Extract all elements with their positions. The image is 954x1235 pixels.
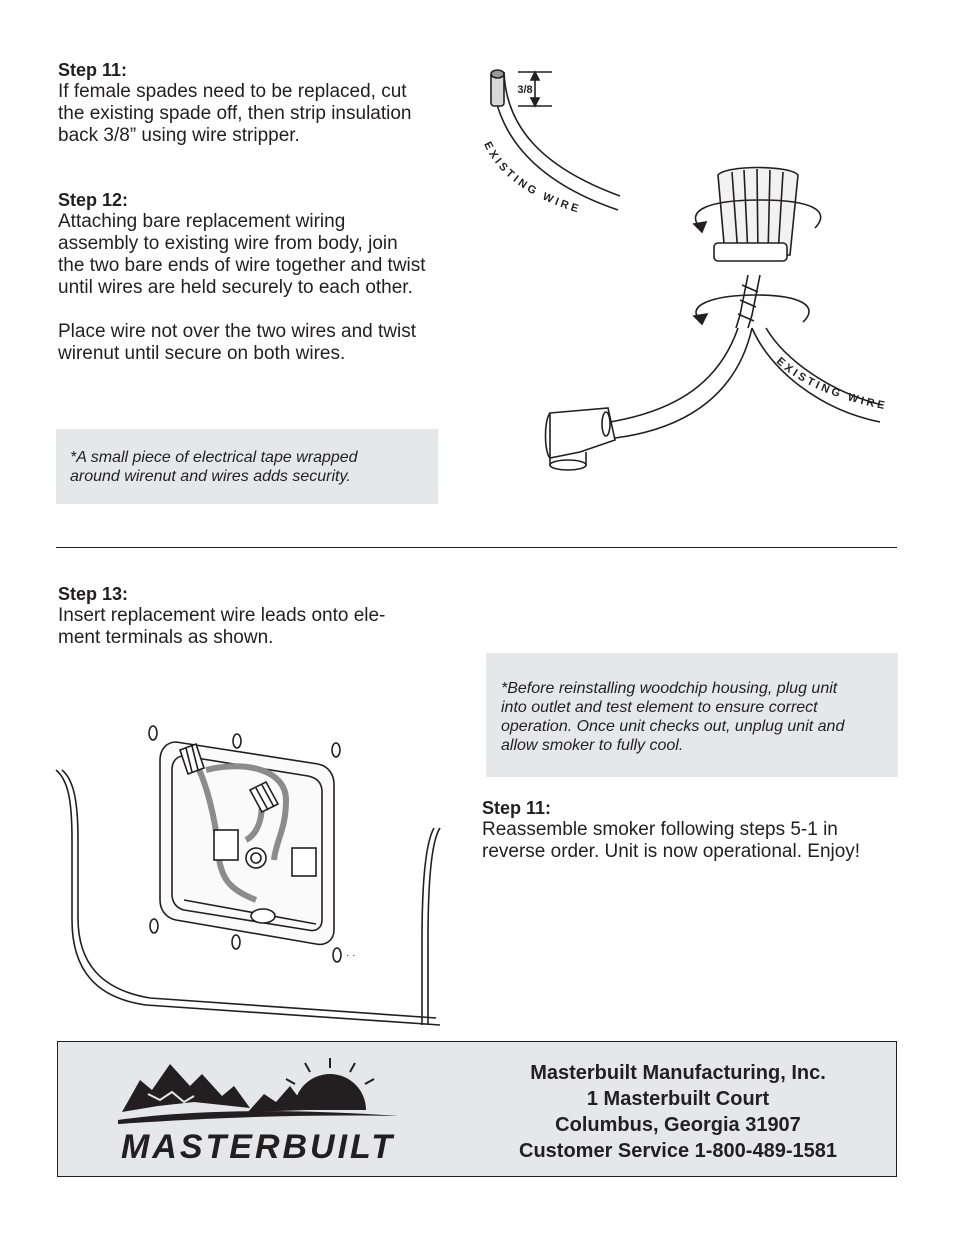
note-line: *A small piece of electrical tape wrapped (70, 449, 358, 466)
logo-wordmark: MASTERBUILT (120, 1128, 396, 1166)
company-name: Masterbuilt Manufacturing, Inc. (530, 1062, 826, 1084)
company-address (478, 1060, 878, 1164)
element-terminal-illustration (56, 720, 440, 1030)
note-line: operation. Once unit checks out, unplug unit and (501, 718, 845, 735)
company-street: 1 Masterbuilt Court (586, 1088, 770, 1110)
existing-wire-label-2: EXISTING WIRE (773, 355, 889, 413)
step-11-heading: Step 11: (58, 60, 128, 80)
masterbuilt-logo (98, 1050, 418, 1168)
step-12-line: the two bare ends of wire together and twist (58, 255, 426, 276)
step-12-line: assembly to existing wire from body, join (58, 233, 398, 254)
step-12-line: until wires are held securely to each other. (58, 277, 413, 298)
test-element-note (486, 653, 898, 777)
step-12-line: Place wire not over the two wires and twist (58, 321, 416, 342)
step-11-line: the existing spade off, then strip insulation (58, 103, 412, 124)
step-12-line: wirenut until secure on both wires. (58, 343, 346, 364)
note-line: around wirenut and wires adds security. (70, 468, 351, 485)
electrical-tape-note (56, 429, 438, 504)
existing-wire-label-1: EXISTING WIRE (481, 139, 583, 216)
note-line: allow smoker to fully cool. (501, 737, 684, 754)
step-11-reassemble-instructions (482, 797, 860, 863)
step-13-line: Insert replacement wire leads onto ele- (58, 605, 386, 626)
step-11-reassemble-line: reverse order. Unit is now operational. Enjoy! (482, 841, 861, 862)
dimension-label: 3/8 (517, 84, 533, 96)
section-divider (56, 547, 897, 548)
step-12-line: Attaching bare replacement wiring (58, 211, 346, 232)
company-footer (57, 1041, 897, 1177)
note-line: *Before reinstalling woodchip housing, plug unit (501, 680, 838, 697)
company-city: Columbus, Georgia 31907 (555, 1114, 801, 1136)
svg-text:· ·: · · (346, 950, 356, 961)
note-line: into outlet and test element to ensure correct (501, 699, 818, 716)
wire-splice-illustration (470, 60, 910, 480)
step-13-line: ment terminals as shown. (58, 627, 274, 648)
step-11-instructions (58, 59, 412, 147)
step-13-instructions (58, 583, 385, 649)
step-11-line: If female spades need to be replaced, cut (58, 81, 407, 102)
step-11-line: back 3/8” using wire stripper. (58, 125, 300, 146)
step-11-reassemble-line: Reassemble smoker following steps 5-1 in (482, 819, 838, 840)
customer-service-phone: Customer Service 1-800-489-1581 (519, 1140, 837, 1162)
step-11-reassemble-heading: Step 11: (482, 798, 552, 818)
step-12-instructions (58, 189, 426, 365)
step-12-heading: Step 12: (58, 190, 129, 210)
step-13-heading: Step 13: (58, 584, 129, 604)
